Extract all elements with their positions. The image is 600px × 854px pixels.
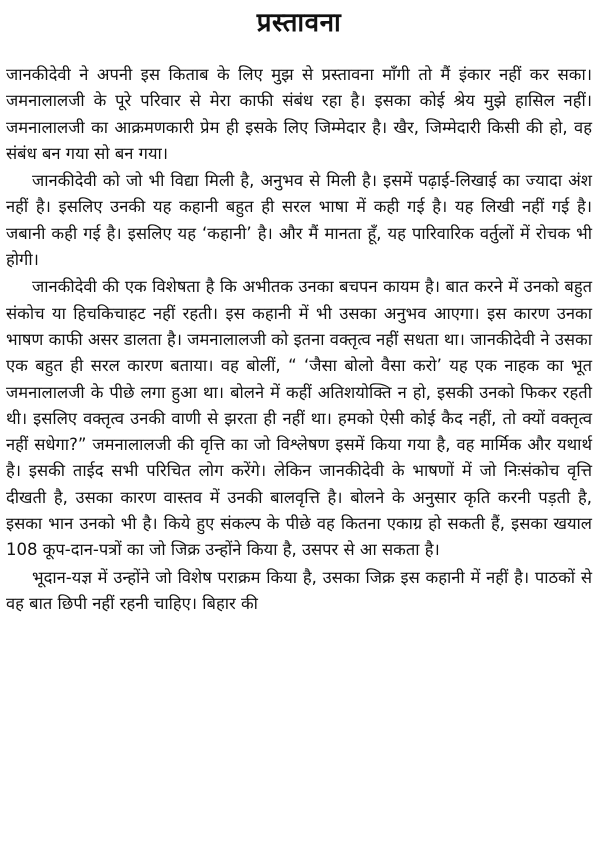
page-title: प्रस्तावना	[256, 8, 342, 38]
paragraph-3: जानकीदेवी की एक विशेषता है कि अभीतक उनका बचपन कायम है। बात करने में उनको बहुत संकोच या हिचकिचाहट नहीं रहती। इस कहानी में भी उसका अनुभव आएगा। इस कारण उनका भाषण काफी असर डालता है। जमनालालजी को इतना वक्तृत्व नहीं सधता था। जानकीदेवी ने उसका एक बहुत ही सरल कारण बताया। वह बोलीं, “ ‘जैसा बोलो वैसा करो’ यह एक नाहक का भूत जमनालालजी के पीछे लगा हुआ था। बोलने में कहीं अतिशयोक्ति न हो, इसकी उनको फिकर रहती थी। इसलिए वक्तृत्व उनकी वाणी से झरता ही नहीं था। हमको ऐसी कोई कैद नहीं, तो क्यों वक्तृत्व नहीं सधेगा?” जमनालालजी की वृत्ति का जो विश्लेषण इसमें किया गया है, वह मार्मिक और यथार्थ है। इसकी ताईद सभी परिचित लोग करेंगे। लेकिन जानकीदेवी के भाषणों में जो निःसंकोच वृत्ति दीखती है, उसका कारण वास्तव में उनकी बालवृत्ति है। बोलने के अनुसार कृति करनी पड़ती है, इसका भान उनको भी है। किये हुए संकल्प के पीछे वह कितना एकाग्र हो सकती हैं, इसका खयाल 108 कूप-दान-पत्रों का जो जिक्र उन्होंने किया है, उसपर से आ सकता है।	[6, 277, 592, 560]
paragraph-2: जानकीदेवी को जो भी विद्या मिली है, अनुभव से मिली है। इसमें पढ़ाई-लिखाई का ज्यादा अंश नहीं है। इसलिए उनकी यह कहानी बहुत ही सरल भाषा में कही गई है। यह लिखी नहीं गई है। जबानी कही गई है। इसलिए यह ‘कहानी’ है। और मैं मानता हूँ, यह पारिवारिक वर्तुलों में रोचक भी होगी।	[6, 171, 592, 270]
paragraph-1: जानकीदेवी ने अपनी इस किताब के लिए मुझ से प्रस्तावना माँगी तो मैं इंकार नहीं कर सका। जमनालालजी के पूरे परिवार से मेरा काफी संबंध रहा है। इसका कोई श्रेय मुझे हासिल नहीं। जमनालालजी का आक्रमणकारी प्रेम ही इसके लिए जिम्मेदार है। खैर, जिम्मेदारी किसी की हो, वह संबंध बन गया सो बन गया।	[6, 65, 592, 163]
paragraph-4: भूदान-यज्ञ में उन्होंने जो विशेष पराक्रम किया है, उसका जिक्र इस कहानी में नहीं है। पाठकों से वह बात छिपी नहीं रहनी चाहिए। बिहार की	[6, 567, 592, 613]
